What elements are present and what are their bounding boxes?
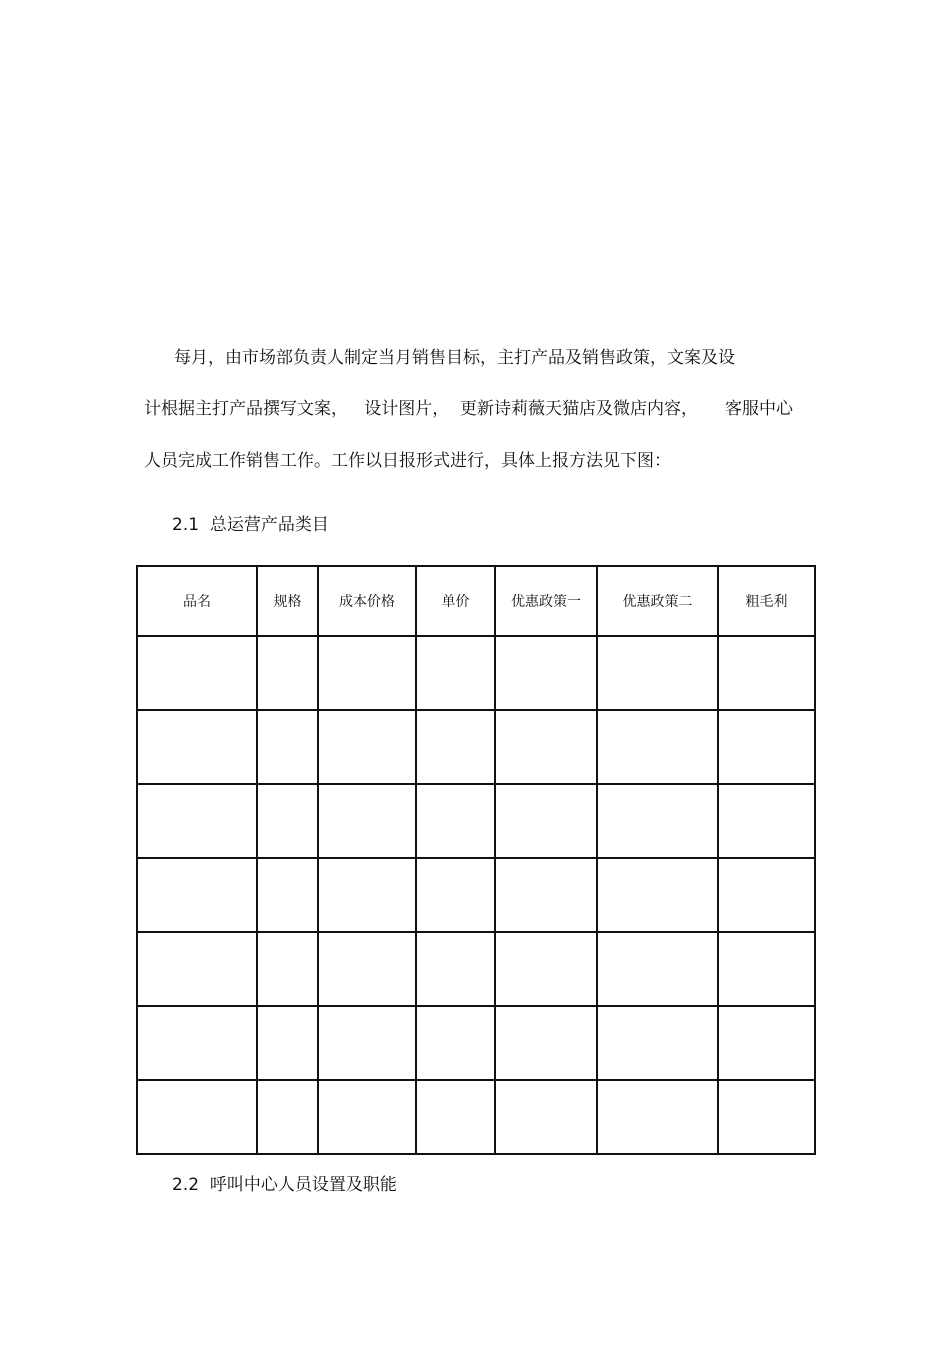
table-cell: [137, 1006, 257, 1080]
intro-line-3: 人员完成工作销售工作。工作以日报形式进行，具体上报方法见下图：: [144, 451, 671, 471]
table-cell: [597, 636, 718, 710]
header-cost-price: 成本价格: [318, 566, 416, 636]
table-cell: [318, 784, 416, 858]
table-cell: [597, 784, 718, 858]
table-cell: [495, 1080, 597, 1154]
table-cell: [137, 636, 257, 710]
table-cell: [137, 710, 257, 784]
table-cell: [597, 858, 718, 932]
table-cell: [137, 858, 257, 932]
table-row: [137, 1006, 815, 1080]
table-cell: [318, 710, 416, 784]
table-cell: [416, 932, 495, 1006]
table-cell: [416, 710, 495, 784]
table-cell: [495, 636, 597, 710]
header-promo-policy-1: 优惠政策一: [495, 566, 597, 636]
table-cell: [495, 784, 597, 858]
table-cell: [257, 784, 318, 858]
table-row: [137, 932, 815, 1006]
intro-line-1: 每月，由市场部负责人制定当月销售目标，主打产品及销售政策，文案及设: [174, 348, 735, 368]
table-cell: [416, 858, 495, 932]
table-header-row: [137, 566, 815, 636]
table-cell: [318, 932, 416, 1006]
table-cell: [257, 710, 318, 784]
table-cell: [416, 636, 495, 710]
section-heading-product-categories: 2.1 总运营产品类目: [172, 515, 329, 535]
table-cell: [718, 1080, 815, 1154]
table-cell: [718, 858, 815, 932]
table-row: [137, 1080, 815, 1154]
table-cell: [137, 932, 257, 1006]
table-cell: [318, 1080, 416, 1154]
table-cell: [718, 636, 815, 710]
table-cell: [416, 1006, 495, 1080]
table-cell: [495, 710, 597, 784]
table-cell: [718, 1006, 815, 1080]
table-cell: [718, 710, 815, 784]
header-promo-policy-2: 优惠政策二: [597, 566, 718, 636]
table-cell: [597, 1006, 718, 1080]
table-cell: [257, 1006, 318, 1080]
table-row: [137, 858, 815, 932]
table-cell: [416, 784, 495, 858]
header-product-name: 品名: [137, 566, 257, 636]
table-cell: [137, 784, 257, 858]
table-cell: [597, 1080, 718, 1154]
table-row: [137, 636, 815, 710]
header-gross-margin: 粗毛利: [718, 566, 815, 636]
table-cell: [718, 932, 815, 1006]
table-cell: [495, 858, 597, 932]
table-cell: [718, 784, 815, 858]
table-row: [137, 784, 815, 858]
table-cell: [597, 710, 718, 784]
table-cell: [597, 932, 718, 1006]
table-cell: [495, 932, 597, 1006]
table-cell: [257, 1080, 318, 1154]
table-cell: [257, 932, 318, 1006]
table-cell: [318, 858, 416, 932]
header-spec: 规格: [257, 566, 318, 636]
product-category-table: [136, 565, 816, 1155]
table-cell: [495, 1006, 597, 1080]
table-cell: [416, 1080, 495, 1154]
table-cell: [257, 636, 318, 710]
header-unit-price: 单价: [416, 566, 495, 636]
section-heading-call-center: 2.2 呼叫中心人员设置及职能: [172, 1175, 397, 1195]
intro-line-2: 计根据主打产品撰写文案， 设计图片， 更新诗莉薇天猫店及微店内容， 客服中心: [144, 399, 794, 419]
table-row: [137, 710, 815, 784]
table-cell: [318, 636, 416, 710]
table-cell: [318, 1006, 416, 1080]
table-cell: [137, 1080, 257, 1154]
table-cell: [257, 858, 318, 932]
